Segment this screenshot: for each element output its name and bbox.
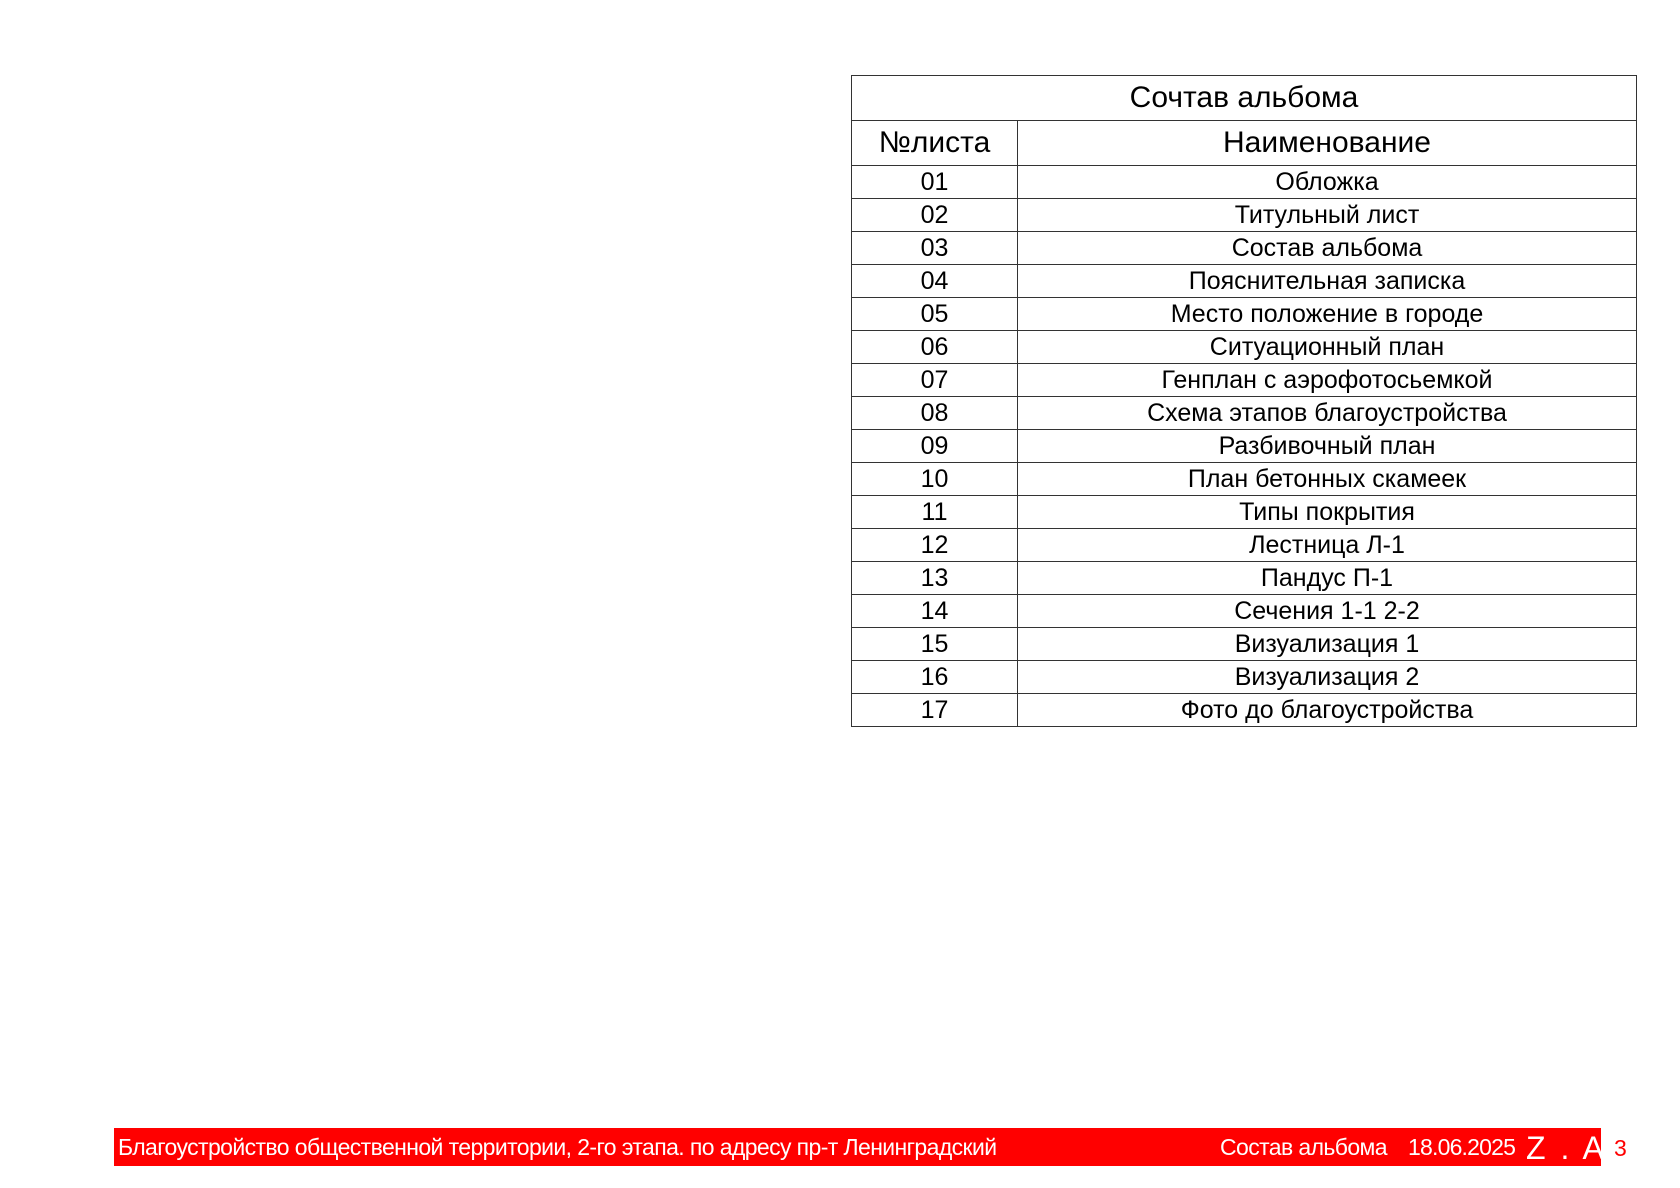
table-row (852, 298, 1637, 331)
sheet-number-cell: 11 (852, 496, 1018, 529)
footer-date: 18.06.2025 (1408, 1134, 1516, 1160)
table-row (852, 562, 1637, 595)
table-row (852, 166, 1637, 199)
table-header-row (852, 121, 1637, 166)
sheet-name-cell: Место положение в городе (1018, 298, 1637, 331)
table-row (852, 430, 1637, 463)
sheet-number-cell: 07 (852, 364, 1018, 397)
sheet-number-cell: 05 (852, 298, 1018, 331)
sheet-number-cell: 08 (852, 397, 1018, 430)
sheet-name-cell: Пояснительная записка (1018, 265, 1637, 298)
sheet-number-cell: 13 (852, 562, 1018, 595)
table-row (852, 397, 1637, 430)
footer-bar (114, 1128, 1607, 1166)
table-row (852, 694, 1637, 727)
sheet-number-cell: 17 (852, 694, 1018, 727)
sheet-name-cell: Состав альбома (1018, 232, 1637, 265)
sheet-name-cell: Титульный лист (1018, 199, 1637, 232)
sheet-number-cell: 15 (852, 628, 1018, 661)
sheet-number-cell: 14 (852, 595, 1018, 628)
sheet-name-cell: Ситуационный план (1018, 331, 1637, 364)
sheet-name-cell: Схема этапов благоустройства (1018, 397, 1637, 430)
sheet-number-cell: 06 (852, 331, 1018, 364)
footer-sheet-title: Состав альбома (1220, 1134, 1387, 1160)
sheet-number-cell: 02 (852, 199, 1018, 232)
table-row (852, 331, 1637, 364)
table-row (852, 661, 1637, 694)
sheet-number-cell: 03 (852, 232, 1018, 265)
footer-project-name: Благоустройство общественной территории, 2-го этапа. по адресу пр-т Ленинградский (118, 1134, 997, 1160)
table-row (852, 496, 1637, 529)
sheet-name-cell: Типы покрытия (1018, 496, 1637, 529)
sheet-name-cell: Сечения 1-1 2-2 (1018, 595, 1637, 628)
sheet-number-cell: 04 (852, 265, 1018, 298)
sheet-number-cell: 10 (852, 463, 1018, 496)
sheet-name-cell: Лестница Л-1 (1018, 529, 1637, 562)
header-sheet-name: Наименование (1018, 121, 1637, 166)
table-row (852, 199, 1637, 232)
sheet-name-cell: План бетонных скамеек (1018, 463, 1637, 496)
table-title: Сочтав альбома (852, 76, 1637, 121)
footer-logo: Z . A (1526, 1130, 1607, 1166)
table-row (852, 595, 1637, 628)
album-contents-table (851, 75, 1637, 727)
sheet-name-cell: Обложка (1018, 166, 1637, 199)
header-sheet-number: №листа (852, 121, 1018, 166)
page-number: 3 (1614, 1135, 1627, 1161)
sheet-name-cell: Визуализация 1 (1018, 628, 1637, 661)
sheet-name-cell: Фото до благоустройства (1018, 694, 1637, 727)
table-row (852, 628, 1637, 661)
table-row (852, 265, 1637, 298)
table-title-row (852, 76, 1637, 121)
sheet-number-cell: 16 (852, 661, 1018, 694)
table-row (852, 529, 1637, 562)
sheet-number-cell: 12 (852, 529, 1018, 562)
sheet-number-cell: 09 (852, 430, 1018, 463)
sheet-number-cell: 01 (852, 166, 1018, 199)
sheet-name-cell: Разбивочный план (1018, 430, 1637, 463)
table-row (852, 463, 1637, 496)
sheet-name-cell: Генплан с аэрофотосьемкой (1018, 364, 1637, 397)
table-row (852, 364, 1637, 397)
sheet-name-cell: Визуализация 2 (1018, 661, 1637, 694)
table-row (852, 232, 1637, 265)
sheet-name-cell: Пандус П-1 (1018, 562, 1637, 595)
